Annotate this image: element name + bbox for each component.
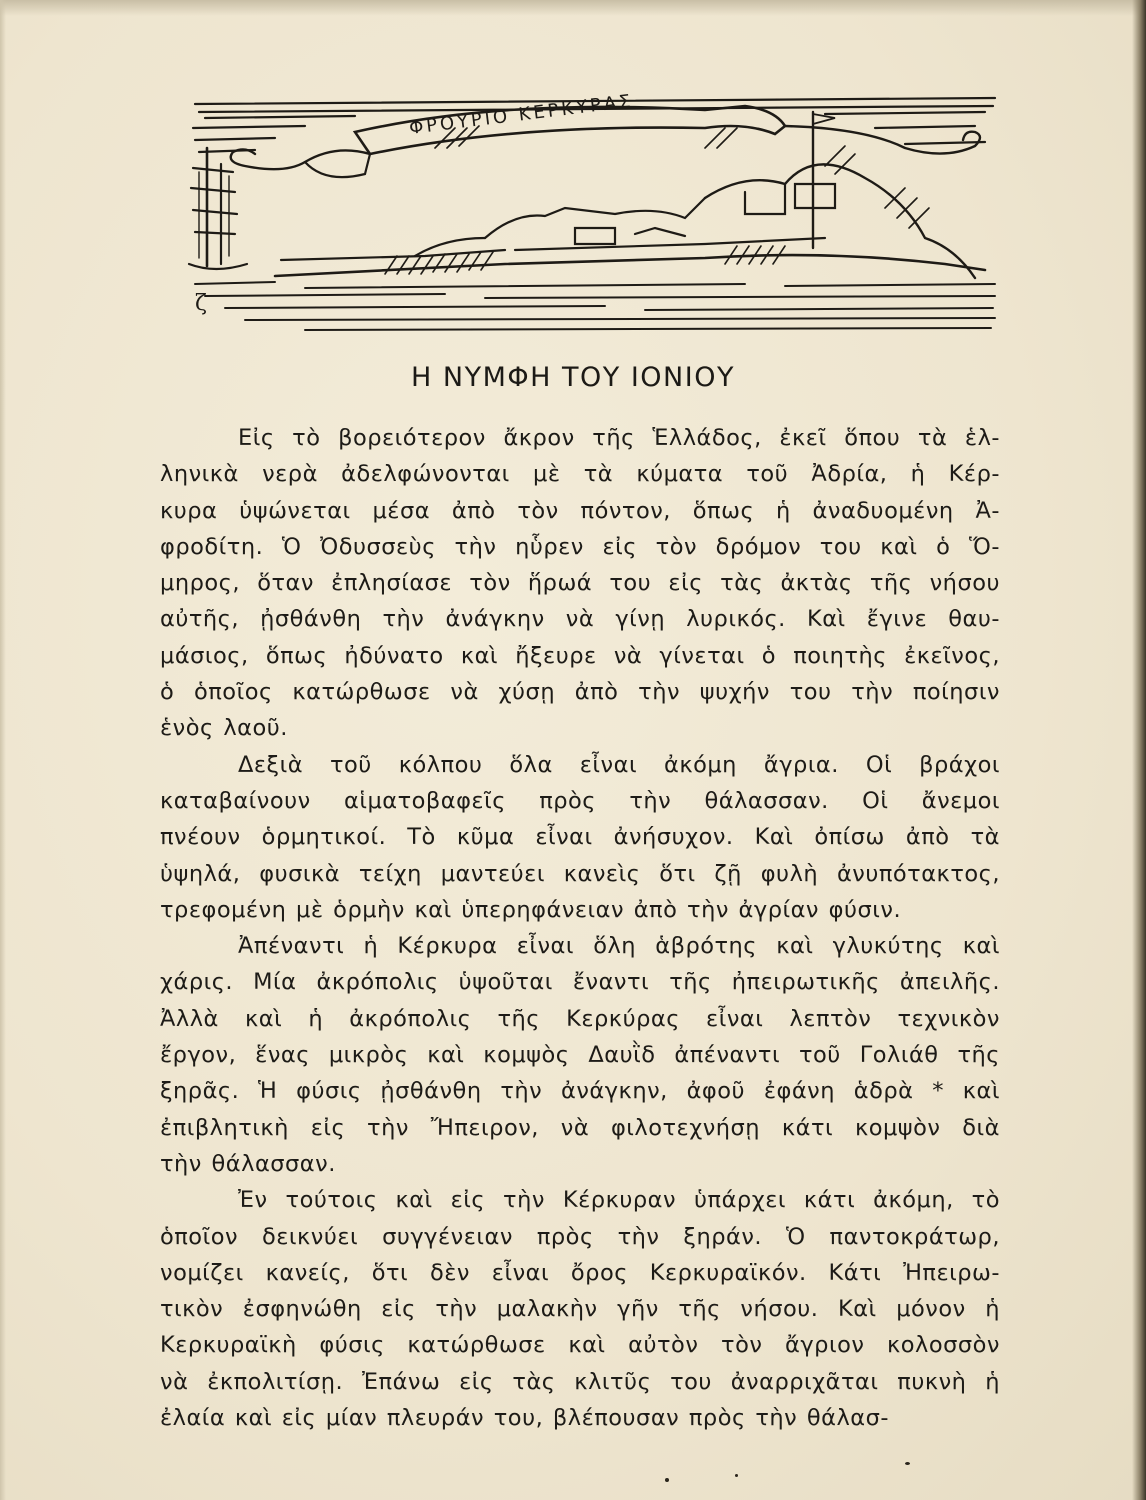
text-line: μηρος, ὅταν ἐπλησίασε τὸν ἥρωά του εἰς τὰς ἀκτὰς τῆς νήσου — [160, 570, 1000, 597]
text-line: ἐπιβλητικὴ εἰς τὴν Ἤπειρον, νὰ φιλοτεχνήσῃ κάτι κομψὸν διὰ — [160, 1114, 1000, 1141]
paragraph — [160, 420, 1000, 747]
text-line: χάρις. Μία ἀκρόπολις ὑψοῦται ἔναντι τῆς ἠπειρωτικῆς ἀπειλῆς. — [160, 969, 1000, 996]
paragraph — [160, 928, 1000, 1182]
dust-speck — [735, 1474, 738, 1477]
artist-signature: ζ — [195, 291, 207, 316]
text-line: νὰ ἐκπολιτίσῃ. Ἐπάνω εἰς τὰς κλιτῦς του ἀναρριχᾶται πυκνὴ ἡ — [160, 1368, 1000, 1395]
text-line: φροδίτη. Ὁ Ὀδυσσεὺς τὴν ηὗρεν εἰς τὸν δρόμον του καὶ ὁ Ὅ- — [160, 533, 1000, 560]
text-line: Ἐν τούτοις καὶ εἰς τὴν Κέρκυραν ὑπάρχει κάτι ἀκόμη, τὸ — [238, 1187, 1000, 1214]
text-line: Ἀλλὰ καὶ ἡ ἀκρόπολις τῆς Κερκύρας εἶναι λεπτὸν τεχνικὸν — [160, 1005, 1000, 1032]
text-line: τικὸν ἐσφηνώθη εἰς τὴν μαλακὴν γῆν τῆς νήσου. Καὶ μόνον ἡ — [160, 1296, 1000, 1323]
page-left-edge — [0, 0, 6, 1500]
text-line: ἐλαία καὶ εἰς μίαν πλευράν του, βλέπουσαν πρὸς τὴν θάλασ- — [160, 1405, 889, 1432]
fortress-illustration — [185, 88, 1000, 338]
dust-speck — [665, 1478, 669, 1482]
text-line: μάσιος, ὅπως ἠδύνατο καὶ ἤξευρε νὰ γίνεται ὁ ποιητὴς ἐκεῖνος, — [160, 642, 1000, 669]
text-line: ὑψηλά, φυσικὰ τείχη μαντεύει κανεὶς ὅτι ζῇ φυλὴ ἀνυπότακτος, — [160, 860, 1000, 887]
page-binding-edge — [1132, 0, 1146, 1500]
text-line: ὁποῖον δεικνύει συγγένειαν πρὸς τὴν ξηράν. Ὁ παντοκράτωρ, — [160, 1223, 1000, 1250]
body-text — [160, 420, 1000, 1436]
text-line: ληνικὰ νερὰ ἀδελφώνονται μὲ τὰ κύματα τοῦ Ἀδρία, ἡ Κέρ- — [160, 461, 1000, 488]
text-line: τὴν θάλασσαν. — [160, 1150, 336, 1177]
text-line: καταβαίνουν αἱματοβαφεῖς πρὸς τὴν θάλασσαν. Οἱ ἄνεμοι — [160, 787, 1000, 814]
page-top-edge — [0, 0, 1146, 16]
text-line: κυρα ὑψώνεται μέσα ἀπὸ τὸν πόντον, ὅπως ἡ ἀναδυομένη Ἀ- — [160, 497, 1000, 524]
text-line: τρεφομένη μὲ ὁρμὴν καὶ ὑπερηφάνειαν ἀπὸ τὴν ἀγρίαν φύσιν. — [160, 896, 902, 923]
text-line: νομίζει κανείς, ὅτι δὲν εἶναι ὄρος Κερκυραϊκόν. Κάτι Ἠπειρω- — [160, 1259, 1000, 1286]
text-line: ὁ ὁποῖος κατώρθωσε νὰ χύσῃ ἀπὸ τὴν ψυχήν του τὴν ποίησιν — [160, 679, 1000, 706]
text-line: Δεξιὰ τοῦ κόλπου ὅλα εἶναι ἀκόμη ἄγρια. Οἱ βράχοι — [238, 751, 1000, 778]
paragraph — [160, 1182, 1000, 1436]
text-line: αὐτῆς, ᾐσθάνθη τὴν ἀνάγκην νὰ γίνῃ λυρικός. Καὶ ἔγινε θαυ- — [160, 606, 1000, 633]
paragraph — [160, 747, 1000, 928]
chapter-title: Η ΝΥΜΦΗ ΤΟΥ ΙΟΝΙΟΥ — [411, 362, 735, 393]
text-line: ἑνὸς λαοῦ. — [160, 715, 288, 742]
dust-speck — [905, 1462, 910, 1465]
text-line: ἔργον, ἕνας μικρὸς καὶ κομψὸς Δαυῒδ ἀπέναντι τοῦ Γολιάθ τῆς — [160, 1042, 1000, 1069]
text-line: πνέουν ὁρμητικοί. Τὸ κῦμα εἶναι ἀνήσυχον. Καὶ ὀπίσω ἀπὸ τὰ — [160, 824, 1000, 851]
text-line: Ἀπέναντι ἡ Κέρκυρα εἶναι ὅλη ἁβρότης καὶ γλυκύτης καὶ — [238, 933, 1000, 960]
text-line: Εἰς τὸ βορειότερον ἄκρον τῆς Ἑλλάδος, ἐκεῖ ὅπου τὰ ἑλ- — [238, 425, 1000, 451]
text-line: ξηρᾶς. Ἡ φύσις ᾐσθάνθη τὴν ἀνάγκην, ἀφοῦ ἐφάνη ἁδρὰ * καὶ — [160, 1078, 1000, 1105]
banner-text: ΦΡΟΥΡΙΟ ΚΕΡΚΥΡΑΣ — [408, 90, 635, 139]
text-line: Κερκυραϊκὴ φύσις κατώρθωσε καὶ αὐτὸν τὸν ἄγριον κολοσσὸν — [160, 1332, 1000, 1359]
